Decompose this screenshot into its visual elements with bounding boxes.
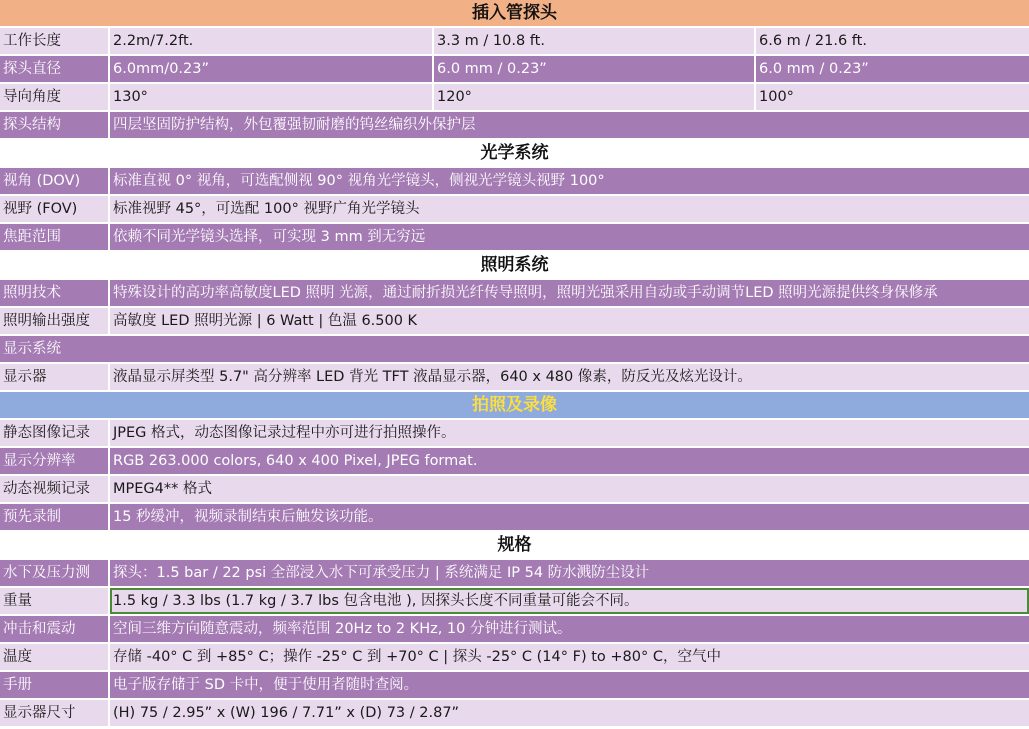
- table-row[interactable]: [0, 280, 1029, 306]
- section-title: 规格: [497, 535, 532, 555]
- section-header-capture: [0, 392, 1029, 418]
- row-label[interactable]: 手册: [0, 672, 110, 698]
- section-header-lighting: [0, 252, 1029, 278]
- table-row[interactable]: [0, 476, 1029, 502]
- section-title: 插入管探头: [472, 3, 557, 23]
- table-row[interactable]: [0, 168, 1029, 194]
- table-row[interactable]: [0, 196, 1029, 222]
- cell-value[interactable]: 6.0 mm / 0.23”: [759, 61, 869, 77]
- row-label[interactable]: 显示器尺寸: [0, 700, 110, 726]
- row-label[interactable]: 探头直径: [0, 56, 110, 82]
- row-label[interactable]: 冲击和震动: [0, 616, 110, 642]
- row-label[interactable]: 显示分辨率: [0, 448, 110, 474]
- table-row[interactable]: [0, 364, 1029, 390]
- row-label[interactable]: 焦距范围: [0, 224, 110, 250]
- cell-value[interactable]: 标准视野 45°，可选配 100° 视野广角光学镜头: [113, 201, 420, 217]
- row-label[interactable]: 静态图像记录: [0, 420, 110, 446]
- section-title[interactable]: 显示系统: [3, 341, 61, 357]
- cell-value[interactable]: (H) 75 / 2.95” x (W) 196 / 7.71” x (D) 73 / 2.87”: [113, 705, 460, 721]
- cell-value[interactable]: 探头：1.5 bar / 22 psi 全部浸入水下可承受压力 | 系统满足 IP 54 防水溅防尘设计: [113, 565, 650, 581]
- cell-value[interactable]: 100°: [759, 89, 794, 105]
- cell-value[interactable]: 15 秒缓冲，视频录制结束后触发该功能。: [113, 509, 383, 525]
- section-header-optics: [0, 140, 1029, 166]
- cell-value[interactable]: 6.6 m / 21.6 ft.: [759, 33, 867, 49]
- selected-cell[interactable]: 1.5 kg / 3.3 lbs (1.7 kg / 3.7 lbs 包含电池 ), 因探头长度不同重量可能会不同。: [110, 588, 1029, 614]
- row-label[interactable]: 温度: [0, 644, 110, 670]
- row-label[interactable]: 导向角度: [0, 84, 110, 110]
- cell-value[interactable]: 120°: [434, 84, 756, 110]
- cell-value[interactable]: MPEG4** 格式: [113, 481, 212, 497]
- row-label[interactable]: 预先录制: [0, 504, 110, 530]
- cell-value[interactable]: 空间三维方向随意震动，频率范围 20Hz to 2 KHz, 10 分钟进行测试。: [113, 621, 572, 637]
- table-row[interactable]: [0, 588, 1029, 614]
- cell-value[interactable]: 6.0 mm / 0.23”: [434, 56, 756, 82]
- section-header-probe: [0, 0, 1029, 26]
- table-row[interactable]: [0, 112, 1029, 138]
- cell-value[interactable]: RGB 263.000 colors, 640 x 400 Pixel, JPEG format.: [113, 453, 478, 469]
- cell-value[interactable]: 3.3 m / 10.8 ft.: [434, 28, 756, 54]
- table-row[interactable]: [0, 560, 1029, 586]
- cell-value[interactable]: 标准直视 0° 视角，可选配侧视 90° 视角光学镜头，侧视光学镜头视野 100°: [113, 173, 605, 189]
- cell-value[interactable]: 特殊设计的高功率高敏度LED 照明 光源，通过耐折损光纤传导照明，照明光强采用自动或手动调节LED 照明光源提供终身保修承: [113, 285, 938, 301]
- table-row[interactable]: [0, 224, 1029, 250]
- section-title: 光学系统: [480, 143, 549, 163]
- table-row[interactable]: [0, 616, 1029, 642]
- table-row[interactable]: [0, 672, 1029, 698]
- row-label[interactable]: 水下及压力测: [0, 560, 110, 586]
- cell-value[interactable]: 液晶显示屏类型 5.7" 高分辨率 LED 背光 TFT 液晶显示器，640 x 480 像素，防反光及炫光设计。: [113, 369, 752, 385]
- cell-value[interactable]: 电子版存储于 SD 卡中，便于使用者随时查阅。: [113, 677, 419, 693]
- table-row[interactable]: [0, 56, 1029, 82]
- cell-value[interactable]: 130°: [110, 84, 434, 110]
- row-label[interactable]: 显示器: [0, 364, 110, 390]
- cell-value[interactable]: 依赖不同光学镜头选择，可实现 3 mm 到无穷远: [113, 229, 426, 245]
- table-row[interactable]: [0, 420, 1029, 446]
- table-row[interactable]: [0, 644, 1029, 670]
- cell-value[interactable]: 存储 -40° C 到 +85° C；操作 -25° C 到 +70° C | 探头 -25° C (14° F) to +80° C，空气中: [113, 649, 721, 665]
- table-row[interactable]: [0, 28, 1029, 54]
- row-label[interactable]: 照明技术: [0, 280, 110, 306]
- row-label[interactable]: 动态视频记录: [0, 476, 110, 502]
- cell-value[interactable]: 2.2m/7.2ft.: [110, 28, 434, 54]
- table-row[interactable]: [0, 448, 1029, 474]
- section-header-display[interactable]: [0, 336, 1029, 362]
- table-row[interactable]: [0, 700, 1029, 726]
- cell-value[interactable]: 四层坚固防护结构，外包覆强韧耐磨的钨丝编织外保护层: [113, 117, 476, 133]
- row-label[interactable]: 探头结构: [0, 112, 110, 138]
- section-title: 照明系统: [480, 255, 549, 275]
- row-label[interactable]: 工作长度: [0, 28, 110, 54]
- table-row[interactable]: [0, 84, 1029, 110]
- row-label[interactable]: 视野 (FOV): [0, 196, 110, 222]
- row-label[interactable]: 照明输出强度: [0, 308, 110, 334]
- row-label[interactable]: 视角 (DOV): [0, 168, 110, 194]
- section-header-specs: [0, 532, 1029, 558]
- table-row[interactable]: [0, 308, 1029, 334]
- table-row[interactable]: [0, 504, 1029, 530]
- cell-value[interactable]: 6.0mm/0.23”: [110, 56, 434, 82]
- cell-value[interactable]: 高敏度 LED 照明光源 | 6 Watt | 色温 6.500 K: [113, 313, 418, 329]
- section-title: 拍照及录像: [472, 395, 557, 415]
- cell-value[interactable]: JPEG 格式，动态图像记录过程中亦可进行拍照操作。: [113, 425, 456, 441]
- row-label[interactable]: 重量: [0, 588, 110, 614]
